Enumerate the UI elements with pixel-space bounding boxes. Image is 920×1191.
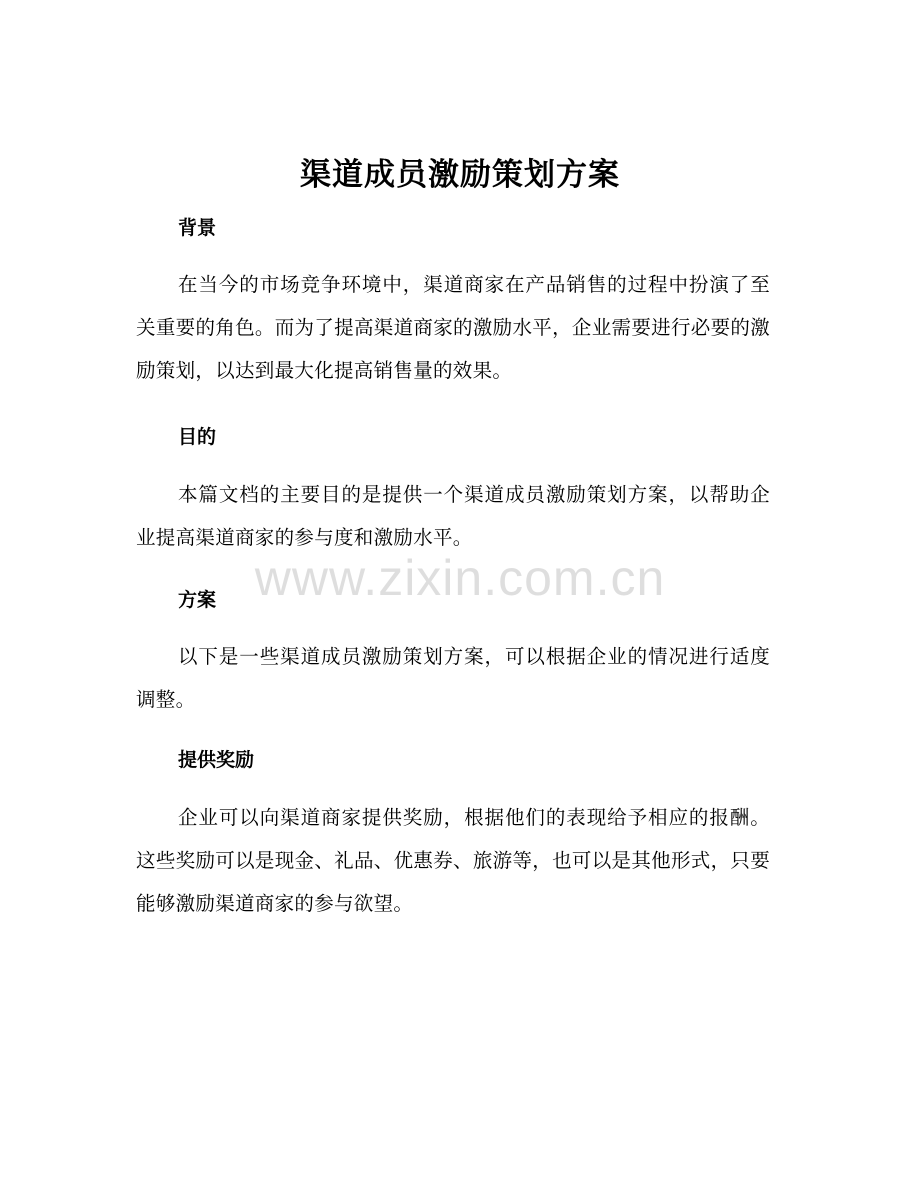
section-paragraph-rewards: 企业可以向渠道商家提供奖励，根据他们的表现给予相应的报酬。这些奖励可以是现金、礼品、优惠券、旅游等，也可以是其他形式，只要能够激励渠道商家的参与欲望。 xyxy=(136,806,770,915)
section-paragraph-plan: 以下是一些渠道成员激励策划方案，可以根据企业的情况进行适度调整。 xyxy=(136,645,770,711)
section-heading-purpose: 目的 xyxy=(178,426,217,448)
section-heading-background: 背景 xyxy=(178,217,217,239)
section-heading-plan: 方案 xyxy=(178,589,217,611)
section-paragraph-background: 在当今的市场竞争环境中，渠道商家在产品销售的过程中扮演了至关重要的角色。而为了提高渠道商家的激励水平，企业需要进行必要的激励策划，以达到最大化提高销售量的效果。 xyxy=(136,273,770,382)
section-heading-rewards: 提供奖励 xyxy=(178,749,255,771)
section-paragraph-purpose: 本篇文档的主要目的是提供一个渠道成员激励策划方案，以帮助企业提高渠道商家的参与度和激励水平。 xyxy=(136,483,770,549)
document-title: 渠道成员激励策划方案 xyxy=(300,157,620,193)
watermark: www.zixin.com.cn xyxy=(254,550,666,606)
